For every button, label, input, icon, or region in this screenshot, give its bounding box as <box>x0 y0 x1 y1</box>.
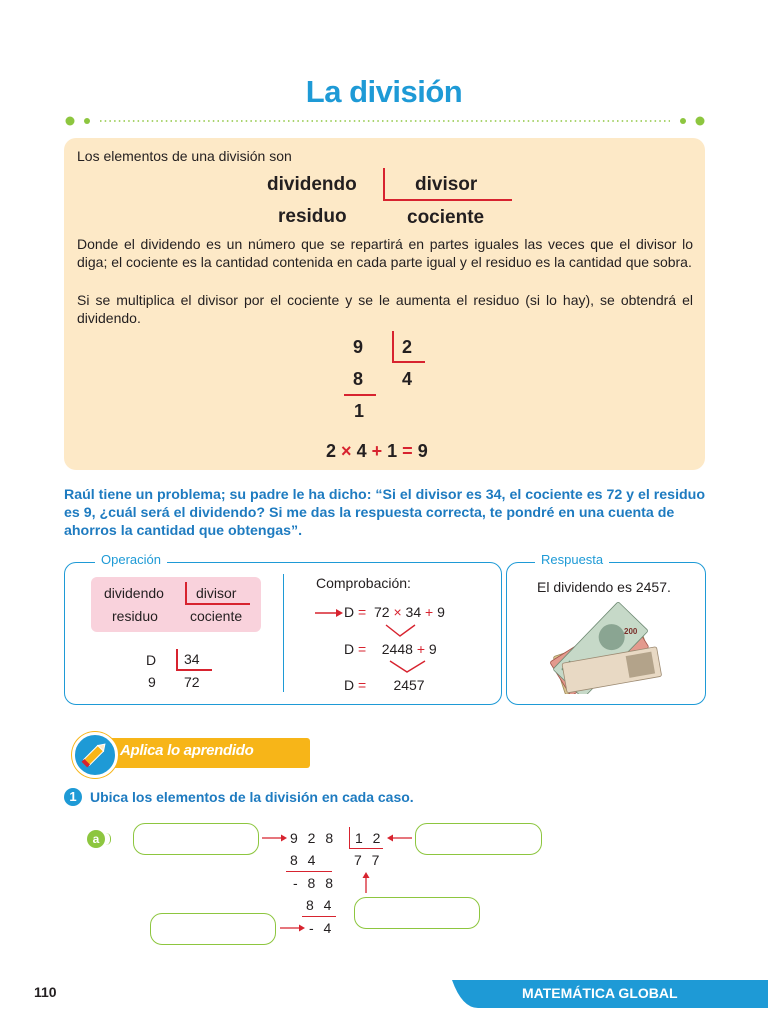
exercise-step-1: 8 4 <box>290 852 319 868</box>
check-line-1-plus: + <box>425 604 434 620</box>
check-line-2-D: D <box>344 641 355 657</box>
formula-result: 9 <box>417 441 428 461</box>
exercise-horizontal-bar <box>349 848 383 849</box>
op-scheme-cociente: cociente <box>190 608 243 624</box>
check-line-3-D: D <box>344 677 355 693</box>
answer-input-dividendo[interactable] <box>133 823 259 855</box>
item-letter-badge: a <box>87 830 105 848</box>
operation-label: Operación <box>95 552 167 567</box>
arrow-right-icon <box>314 606 344 620</box>
example-quotient: 4 <box>402 369 413 389</box>
comprobacion-label: Comprobación: <box>316 575 411 591</box>
check-line-1-times: × <box>393 604 402 620</box>
scheme-horizontal-bar <box>383 199 512 201</box>
op-horizontal-bar <box>176 669 212 671</box>
check-line-1-D: D <box>344 604 355 620</box>
check-line-2-a: 2448 <box>381 641 413 657</box>
check-line-1-b: 34 <box>405 604 422 620</box>
pencil-icon <box>78 737 112 771</box>
scheme-vertical-bar <box>383 168 385 201</box>
check-line-3-result: 2457 <box>393 677 425 693</box>
check-formula <box>326 441 428 462</box>
answer-input-cociente[interactable] <box>354 897 480 929</box>
formula-divisor: 2 <box>326 441 337 461</box>
scheme-divisor: divisor <box>415 174 478 195</box>
example-product: 8 <box>353 369 364 389</box>
check-line-1 <box>344 604 445 620</box>
exercise-subtraction-line <box>286 871 332 872</box>
check-line-1-a: 72 <box>373 604 390 620</box>
intro-lead: Los elementos de una división son <box>77 148 292 164</box>
formula-quotient: 4 <box>356 441 367 461</box>
intro-paragraph-1: Donde el dividendo es un número que se repartirá en partes iguales las veces que el divisor lo diga; el cociente es la cantidad contenida en cada parte igual y el residuo es la cantidad que sobra. <box>77 236 693 270</box>
plus-symbol: + <box>371 441 383 461</box>
op-divider <box>283 574 284 692</box>
example-subtraction-line <box>344 394 376 396</box>
arrow-right-icon <box>262 832 288 844</box>
exercise-remainder: - 4 <box>309 920 335 936</box>
problem-statement: Raúl tiene un problema; su padre le ha dicho: “Si el divisor es 34, el cociente es 72 y el residuo es 9, ¿cuál será el dividendo? Si me das la respuesta correcta, te pondré en una cuenta de ahorros la cantidad que obtengas”. <box>64 487 706 539</box>
example-remainder: 1 <box>354 401 365 421</box>
banknote-value: 200 <box>624 627 638 636</box>
scheme-dividendo: dividendo <box>267 174 357 195</box>
intro-paragraph-2: Si se multiplica el divisor por el cociente y se le aumenta el residuo (si lo hay), se obtendrá el dividendo. <box>77 292 693 326</box>
answer-input-divisor[interactable] <box>415 823 542 855</box>
check-line-2-plus: + <box>416 641 425 657</box>
book-title: MATEMÁTICA GLOBAL <box>522 985 678 1001</box>
op-scheme-residuo: residuo <box>112 608 158 624</box>
check-line-1-eq: = <box>358 604 367 620</box>
example-horizontal-bar <box>392 361 425 363</box>
exercise-quotient: 7 7 <box>354 852 383 868</box>
check-line-1-c: 9 <box>437 604 445 620</box>
title-dotted-rule <box>64 112 706 130</box>
answer-input-residuo[interactable] <box>150 913 276 945</box>
op-cociente-value: 72 <box>184 674 200 690</box>
equals-symbol: = <box>402 441 413 461</box>
exercise-vertical-bar <box>349 827 350 849</box>
exercise-dividend: 9 2 8 <box>290 830 337 846</box>
exercise-step-2: - 8 8 <box>293 875 337 891</box>
exercise-step-3: 8 4 <box>306 897 335 913</box>
check-line-3-eq: = <box>358 677 367 693</box>
arrow-right-icon <box>280 922 306 934</box>
merge-chevron-icon <box>388 659 428 675</box>
scheme-residuo: residuo <box>278 206 347 227</box>
page-title: La división <box>305 74 463 109</box>
check-line-2 <box>344 641 437 657</box>
merge-chevron-icon <box>384 623 418 639</box>
check-line-3 <box>344 677 425 693</box>
example-dividend: 9 <box>353 337 364 357</box>
answer-label: Respuesta <box>535 552 609 567</box>
op-scheme-horizontal-bar <box>185 603 250 605</box>
op-scheme-dividendo: dividendo <box>104 585 164 601</box>
page-number: 110 <box>34 984 57 1000</box>
exercise-instruction: Ubica los elementos de la división en cada caso. <box>90 789 414 805</box>
answer-text: El dividendo es 2457. <box>537 579 671 595</box>
formula-remainder: 1 <box>387 441 398 461</box>
example-divisor: 2 <box>402 337 413 357</box>
banknotes-image <box>540 602 662 694</box>
check-line-2-eq: = <box>358 641 367 657</box>
exercise-number: 1 <box>64 788 82 806</box>
arrow-up-icon <box>360 871 372 893</box>
op-dividend-D: D <box>146 652 157 668</box>
exercise-divisor: 1 2 <box>355 830 384 846</box>
scheme-cociente: cociente <box>407 207 485 228</box>
aplica-title: Aplica lo aprendido <box>120 742 254 759</box>
example-vertical-bar <box>392 331 394 363</box>
op-scheme-divisor: divisor <box>196 585 237 601</box>
item-badge-bracket <box>106 833 111 845</box>
op-divisor-value: 34 <box>184 651 200 667</box>
times-symbol: × <box>341 441 352 461</box>
check-line-2-b: 9 <box>428 641 437 657</box>
arrow-left-icon <box>386 832 412 844</box>
exercise-subtraction-line <box>302 916 336 917</box>
op-residuo-value: 9 <box>148 674 156 690</box>
op-scheme-vertical-bar <box>185 582 187 604</box>
op-vertical-bar <box>176 649 178 670</box>
